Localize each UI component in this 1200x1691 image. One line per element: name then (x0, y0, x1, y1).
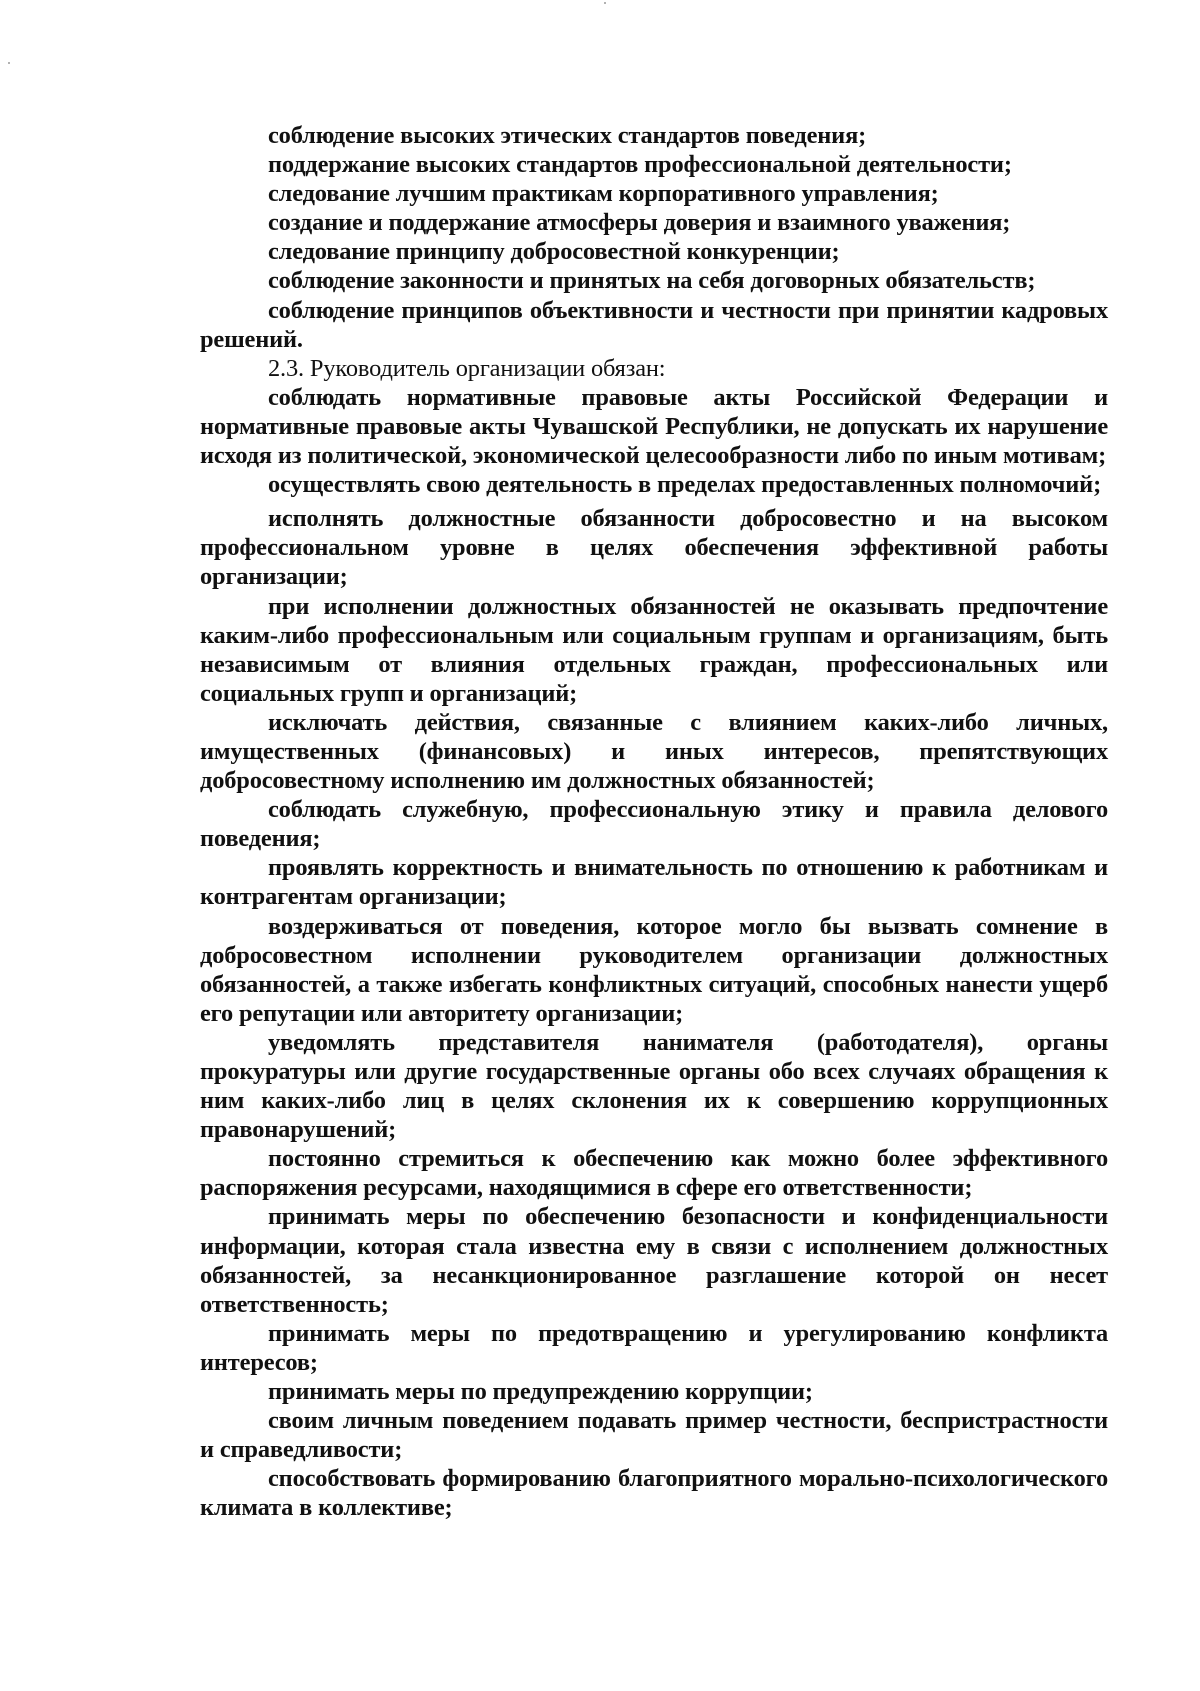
intro-item: поддержание высоких стандартов профессиональной деятельности; (268, 151, 1012, 179)
intro-item: следование лучшим практикам корпоративного управления; (268, 180, 939, 208)
intro-item: следование принципу добросовестной конкуренции; (268, 238, 840, 266)
obligation-item: исключать действия, связанные с влиянием каких-либо личных, имущественных (финансовых) и иных интересов, препятствующих добросовестному исполнению им должностных обязанностей; (200, 708, 1108, 795)
obligation-item: соблюдать нормативные правовые акты Российской Федерации и нормативные правовые акты Чувашской Республики, не допускать их нарушение исходя из политической, экономической целесообразности либо по иным мотивам; (200, 383, 1108, 470)
obligation-item: принимать меры по предотвращению и урегулированию конфликта интересов; (200, 1319, 1108, 1376)
obligation-item: принимать меры по предупреждению коррупции; (268, 1378, 813, 1406)
intro-item: соблюдение принципов объективности и честности при принятии кадровых решений. (200, 296, 1108, 353)
intro-item: создание и поддержание атмосферы доверия и взаимного уважения; (268, 209, 1011, 237)
obligation-item: воздерживаться от поведения, которое могло бы вызвать сомнение в добросовестном исполнении руководителем организации должностных обязанностей, а также избегать конфликтных ситуаций, способных нанести ущерб его репутации или авторитету организации; (200, 912, 1108, 1027)
obligation-item: принимать меры по обеспечению безопасности и конфиденциальности информации, которая стала известна ему в связи с исполнением должностных обязанностей, за несанкционированное разглашение которой он несет ответственность; (200, 1203, 1108, 1318)
obligation-item: способствовать формированию благоприятного морально-психологического климата в коллективе; (200, 1465, 1108, 1522)
obligation-item: уведомлять представителя нанимателя (работодателя), органы прокуратуры или другие государственные органы обо всех случаях обращения к ним каких-либо лиц в целях склонения их к совершению коррупционных правонарушений; (200, 1028, 1108, 1144)
obligation-item: осуществлять свою деятельность в пределах предоставленных полномочий; (268, 471, 1102, 499)
obligation-item: постоянно стремиться к обеспечению как можно более эффективного распоряжения ресурсами, находящимися в сфере его ответственности; (200, 1145, 1108, 1202)
scan-speck (8, 62, 10, 64)
section-heading: 2.3. Руководитель организации обязан: (268, 354, 666, 382)
obligation-item: соблюдать служебную, профессиональную этику и правила делового поведения; (200, 796, 1108, 853)
intro-item: соблюдение высоких этических стандартов поведения; (268, 122, 867, 149)
document-body (200, 121, 1108, 1523)
obligation-item: проявлять корректность и внимательность по отношению к работникам и контрагентам организации; (200, 854, 1108, 911)
intro-item: соблюдение законности и принятых на себя договорных обязательств; (268, 267, 1036, 295)
obligation-item: своим личным поведением подавать пример честности, беспристрастности и справедливости; (200, 1407, 1108, 1464)
obligation-item: исполнять должностные обязанности добросовестно и на высоком профессиональном уровне в целях обеспечения эффективной работы организации; (200, 505, 1108, 591)
obligation-item: при исполнении должностных обязанностей не оказывать предпочтение каким-либо профессиональным или социальным группам и организациям, быть независимым от влияния отдельных граждан, профессиональных или социальных групп и организаций; (200, 592, 1108, 707)
scan-speck (604, 2, 606, 4)
